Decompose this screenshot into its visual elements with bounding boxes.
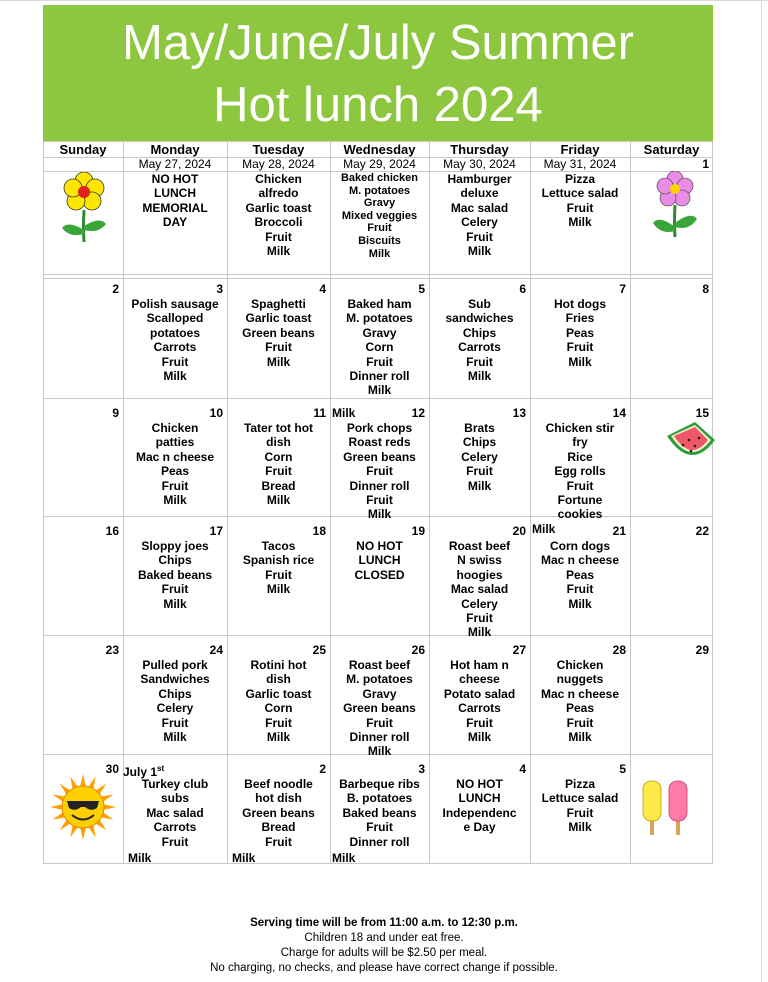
day-number: 16 <box>105 524 119 538</box>
menu-item: M. potatoes <box>346 672 413 687</box>
grid-column-line <box>43 141 44 864</box>
menu-item: Chips <box>158 553 192 568</box>
menu-item: Roast beef <box>348 658 411 672</box>
menu-cell <box>430 777 529 835</box>
menu-item: Carrots <box>458 340 501 355</box>
day-number: 13 <box>512 406 526 420</box>
menu-item: sandwiches <box>445 311 514 326</box>
day-number: 21 <box>612 524 626 538</box>
menu-item: Fruit <box>366 820 393 835</box>
menu-item: Egg rolls <box>554 464 606 479</box>
menu-item: Corn <box>365 340 394 355</box>
menu-item: Corn <box>264 449 293 464</box>
menu-item: fry <box>572 435 588 450</box>
menu-item: Peas <box>565 325 595 340</box>
menu-item: Fruit <box>466 611 493 626</box>
menu-item: Fruit <box>366 464 393 479</box>
menu-item: Milk <box>266 582 291 597</box>
day-number: 22 <box>695 524 709 538</box>
footer-notes <box>0 916 768 976</box>
menu-item: Fruit <box>566 805 594 820</box>
menu-item: Mac salad <box>146 805 204 820</box>
day-number: 14 <box>612 406 626 420</box>
menu-item: Milk <box>568 596 592 611</box>
menu-item: Milk <box>163 493 187 508</box>
header-date: May 28, 2024 <box>242 157 315 171</box>
menu-item: subs <box>160 791 189 806</box>
title-line-2: Hot lunch 2024 <box>213 78 543 132</box>
menu-item: Bread <box>261 820 296 835</box>
menu-item: Fruit <box>367 222 392 235</box>
menu-item: Fruit <box>366 493 393 508</box>
menu-item: Celery <box>461 215 498 230</box>
menu-item: Milk <box>163 596 187 611</box>
pink-flower-icon <box>650 171 700 242</box>
menu-item: Fruit <box>566 582 594 597</box>
menu-cell <box>430 421 529 493</box>
menu-item: NO HOT <box>456 777 503 791</box>
day-number: 9 <box>112 406 119 420</box>
day-number: 25 <box>312 643 326 657</box>
menu-item: Pizza <box>564 172 595 186</box>
menu-item: Carrots <box>153 820 197 835</box>
menu-cell <box>124 297 226 383</box>
menu-item: Fortune <box>557 493 603 508</box>
header-date: May 30, 2024 <box>443 157 516 171</box>
extra-milk-note: Milk <box>232 851 256 865</box>
menu-item: Milk <box>367 744 392 759</box>
menu-item: Tacos <box>261 539 296 553</box>
menu-item: Milk <box>467 369 492 384</box>
grid-row-line <box>43 274 713 275</box>
menu-item: NO HOT <box>151 172 199 186</box>
menu-item: Chicken <box>556 658 604 672</box>
menu-cell <box>228 658 329 744</box>
menu-item: patties <box>155 435 195 450</box>
grid-row-line <box>43 635 713 636</box>
header-date: May 27, 2024 <box>138 157 212 171</box>
menu-item: Hot dogs <box>554 297 606 311</box>
menu-item: Milk <box>568 354 592 369</box>
day-number: 3 <box>418 762 425 776</box>
menu-item: Mac salad <box>450 200 509 215</box>
menu-item: Fruit <box>366 354 393 369</box>
menu-cell <box>228 421 329 507</box>
menu-cell <box>331 777 428 849</box>
menu-item: Milk <box>266 493 291 508</box>
menu-item: Rice <box>567 449 593 464</box>
menu-item: Chips <box>462 435 497 450</box>
menu-item: Milk <box>568 820 592 835</box>
menu-item: LUNCH <box>458 791 501 806</box>
menu-item: M. potatoes <box>346 311 413 326</box>
menu-item: Chicken <box>255 172 302 186</box>
menu-item: Mac n cheese <box>540 686 620 701</box>
menu-item: Mixed veggies <box>341 209 418 222</box>
extra-milk-note: Milk <box>532 522 556 536</box>
day-number: 27 <box>512 643 526 657</box>
menu-cell <box>331 297 428 398</box>
menu-item: Baked ham <box>347 297 412 311</box>
title-line-1: May/June/July Summer <box>122 16 634 70</box>
menu-item: Green beans <box>343 449 416 464</box>
day-name-sunday: Sunday <box>59 142 107 157</box>
menu-item: DAY <box>162 215 188 230</box>
grid-column-line <box>630 141 631 864</box>
menu-item: Peas <box>565 701 595 716</box>
menu-item: Gravy <box>363 197 396 210</box>
menu-cell <box>331 539 428 582</box>
menu-item: Bread <box>261 478 296 493</box>
menu-item: Carrots <box>458 701 501 716</box>
menu-item: Celery <box>156 701 194 716</box>
menu-item: Peas <box>160 464 190 479</box>
watermelon-icon <box>665 420 717 473</box>
day-number: 19 <box>411 524 425 538</box>
day-number: 24 <box>209 643 223 657</box>
menu-item: Milk <box>163 369 187 384</box>
day-number: 5 <box>418 282 425 296</box>
menu-item: Fruit <box>366 715 393 730</box>
menu-item: Fruit <box>265 340 292 355</box>
menu-item: Garlic toast <box>245 311 312 326</box>
day-number: 7 <box>619 282 626 296</box>
menu-cell <box>124 539 226 611</box>
menu-item: Fruit <box>466 229 493 244</box>
extra-milk-note: Milk <box>332 406 356 420</box>
menu-item: Chicken <box>151 421 199 435</box>
menu-item: Pizza <box>564 777 595 791</box>
menu-item: Spaghetti <box>251 297 306 311</box>
day-number: 2 <box>319 762 326 776</box>
menu-item: Chips <box>158 686 192 701</box>
menu-cell <box>124 658 226 744</box>
menu-item: Milk <box>568 215 592 230</box>
payment-note: No charging, no checks, and please have correct change if possible. <box>210 962 558 974</box>
menu-item: Dinner roll <box>349 478 410 493</box>
menu-item: NO HOT <box>356 539 403 553</box>
menu-item: potatoes <box>149 325 200 340</box>
menu-item: dish <box>266 435 291 450</box>
menu-item: Rotini hot <box>250 658 307 672</box>
menu-item: hoogies <box>456 567 503 582</box>
menu-item: Tater tot hot <box>243 421 314 435</box>
menu-item: Milk <box>467 625 492 640</box>
menu-item: cookies <box>557 507 603 522</box>
menu-item: Celery <box>461 596 498 611</box>
menu-item: Mac n cheese <box>540 553 620 568</box>
day-number: 5 <box>619 762 626 776</box>
menu-item: Chips <box>462 325 497 340</box>
menu-item: nuggets <box>556 672 604 687</box>
menu-item: Milk <box>568 730 592 745</box>
menu-item: Milk <box>467 478 492 493</box>
menu-item: Fruit <box>161 478 189 493</box>
menu-item: Lettuce salad <box>541 186 619 201</box>
menu-item: Fruit <box>265 834 292 849</box>
menu-item: Sub <box>468 297 491 311</box>
sun-sunglasses-icon <box>50 774 116 845</box>
menu-item: Corn dogs <box>550 539 610 553</box>
menu-item: Turkey club <box>141 777 209 791</box>
day-number: 11 <box>313 406 326 420</box>
menu-item: Hamburger <box>447 172 512 186</box>
menu-item: Fruit <box>161 715 189 730</box>
day-name-thursday: Thursday <box>450 142 509 157</box>
menu-item: Hot ham n <box>450 658 509 672</box>
menu-item: Fruit <box>566 478 594 493</box>
menu-item: Fruit <box>466 715 493 730</box>
menu-item: Pork chops <box>346 421 413 435</box>
menu-item: Baked chicken <box>340 172 419 184</box>
menu-item: Milk <box>368 247 391 260</box>
menu-item: alfredo <box>258 186 299 201</box>
menu-item: deluxe <box>460 186 499 201</box>
menu-item: LUNCH <box>358 553 401 568</box>
menu-cell <box>430 539 529 640</box>
serving-time-note: Serving time will be from 11:00 a.m. to 12:30 p.m. <box>250 917 518 929</box>
day-number: 4 <box>519 762 526 776</box>
menu-item: CLOSED <box>354 567 405 582</box>
menu-item: Fruit <box>466 354 493 369</box>
menu-item: Green beans <box>343 701 416 716</box>
header-date: May 29, 2024 <box>343 157 416 171</box>
day-number: 29 <box>695 643 709 657</box>
day-number: 8 <box>702 282 709 296</box>
menu-cell <box>124 172 226 230</box>
menu-item: cheese <box>459 672 500 687</box>
menu-item: Green beans <box>242 325 315 340</box>
menu-cell <box>531 297 629 369</box>
menu-item: Baked beans <box>342 805 417 820</box>
grid-column-line <box>712 141 713 864</box>
menu-item: Broccoli <box>254 215 303 230</box>
day-number: 10 <box>209 406 223 420</box>
children-note: Children 18 and under eat free. <box>304 932 464 944</box>
july-1-label <box>123 762 221 779</box>
popsicles-icon <box>640 779 692 844</box>
menu-item: Milk <box>266 244 291 259</box>
day-number: 1 <box>702 157 709 171</box>
menu-item: Spanish rice <box>242 553 315 568</box>
menu-item: Milk <box>467 244 492 259</box>
menu-item: M. potatoes <box>348 184 411 197</box>
day-name-monday: Monday <box>150 142 200 157</box>
menu-cell <box>124 421 226 507</box>
menu-item: Roast reds <box>348 435 411 450</box>
menu-item: Fries <box>565 311 595 326</box>
menu-item: Potato salad <box>443 686 516 701</box>
menu-item: Gravy <box>362 686 397 701</box>
menu-cell <box>228 172 329 258</box>
menu-item: N swiss <box>457 553 502 568</box>
menu-item: Fruit <box>265 229 292 244</box>
extra-milk-note: Milk <box>332 851 356 865</box>
menu-cell <box>228 297 329 369</box>
menu-cell <box>531 658 629 744</box>
day-number: 3 <box>216 282 223 296</box>
menu-item: e Day <box>463 820 496 835</box>
menu-item: Fruit <box>161 582 189 597</box>
menu-item: Dinner roll <box>349 369 410 384</box>
menu-item: Fruit <box>265 567 292 582</box>
menu-item: Milk <box>266 730 291 745</box>
day-number: 23 <box>105 643 119 657</box>
menu-item: Fruit <box>161 354 189 369</box>
menu-item: Carrots <box>153 340 197 355</box>
menu-item: Garlic toast <box>245 200 312 215</box>
day-number: 6 <box>519 282 526 296</box>
menu-cell <box>228 777 329 849</box>
menu-item: Milk <box>367 383 392 398</box>
menu-cell <box>430 297 529 383</box>
menu-item: Fruit <box>265 464 292 479</box>
menu-item: Biscuits <box>358 234 401 247</box>
menu-item: Fruit <box>466 464 493 479</box>
menu-item: Fruit <box>265 715 292 730</box>
menu-item: Peas <box>565 567 595 582</box>
menu-item: LUNCH <box>154 186 196 201</box>
menu-cell <box>531 172 629 230</box>
menu-item: Polish sausage <box>131 297 219 311</box>
grid-row-line <box>43 398 713 399</box>
day-number: 28 <box>612 643 626 657</box>
menu-item: Fruit <box>566 340 594 355</box>
menu-cell <box>531 421 629 522</box>
page-right-border <box>761 0 762 982</box>
day-name-saturday: Saturday <box>643 142 700 157</box>
yellow-flower-icon <box>56 172 112 247</box>
menu-item: Corn <box>264 701 293 716</box>
menu-item: Garlic toast <box>245 686 312 701</box>
menu-item: Milk <box>266 354 291 369</box>
menu-item: Sandwiches <box>140 672 210 687</box>
menu-item: Fruit <box>566 200 594 215</box>
july-1-text: July 1 <box>123 765 158 779</box>
menu-item: Milk <box>367 507 392 522</box>
calendar-grid <box>43 141 713 864</box>
menu-cell <box>331 421 428 522</box>
day-number: 30 <box>105 762 119 776</box>
extra-milk-note: Milk <box>128 851 152 865</box>
menu-cell <box>430 172 529 258</box>
menu-item: Beef noodle <box>244 777 313 791</box>
menu-item: Pulled pork <box>142 658 208 672</box>
menu-item: dish <box>266 672 291 687</box>
menu-item: Chicken stir <box>545 421 615 435</box>
menu-item: MEMORIAL <box>142 200 208 215</box>
menu-cell <box>430 658 529 744</box>
menu-item: Brats <box>464 421 495 435</box>
menu-cell <box>124 777 226 849</box>
menu-item: Dinner roll <box>349 834 410 849</box>
day-number: 20 <box>512 524 526 538</box>
menu-cell <box>331 172 428 260</box>
menu-item: Celery <box>461 449 498 464</box>
menu-item: Sloppy joes <box>141 539 209 553</box>
day-number: 17 <box>209 524 223 538</box>
menu-item: Scalloped <box>146 311 204 326</box>
july-1-suffix: st <box>157 764 165 773</box>
title-banner <box>43 5 713 141</box>
menu-item: Milk <box>467 730 492 745</box>
menu-cell <box>531 777 629 835</box>
day-number: 4 <box>319 282 326 296</box>
menu-item: hot dish <box>255 791 302 806</box>
menu-item: Independenc <box>442 805 517 820</box>
day-number: 18 <box>312 524 326 538</box>
menu-item: Baked beans <box>137 567 213 582</box>
grid-row-line <box>43 278 713 279</box>
day-number: 2 <box>112 282 119 296</box>
menu-item: Barbeque ribs <box>339 777 420 791</box>
day-number: 12 <box>411 406 425 420</box>
menu-item: Fruit <box>566 715 594 730</box>
menu-cell <box>331 658 428 759</box>
day-name-wednesday: Wednesday <box>343 142 416 157</box>
menu-item: Mac n cheese <box>135 449 215 464</box>
menu-item: Dinner roll <box>349 730 410 745</box>
day-number: 15 <box>695 406 709 420</box>
menu-item: Mac salad <box>450 582 509 597</box>
adult-charge-note: Charge for adults will be $2.50 per meal. <box>280 947 488 959</box>
day-name-friday: Friday <box>560 142 600 157</box>
header-date: May 31, 2024 <box>543 157 617 171</box>
day-number: 26 <box>411 643 425 657</box>
day-name-tuesday: Tuesday <box>252 142 305 157</box>
menu-item: Gravy <box>362 325 397 340</box>
menu-item: B. potatoes <box>346 791 413 806</box>
menu-item: Milk <box>163 730 187 745</box>
page-top-border <box>0 0 768 1</box>
menu-item: Lettuce salad <box>541 791 619 806</box>
menu-item: Green beans <box>242 805 315 820</box>
menu-cell <box>228 539 329 597</box>
menu-item: Roast beef <box>448 539 511 553</box>
menu-cell <box>531 539 629 611</box>
menu-item: Fruit <box>161 834 189 849</box>
